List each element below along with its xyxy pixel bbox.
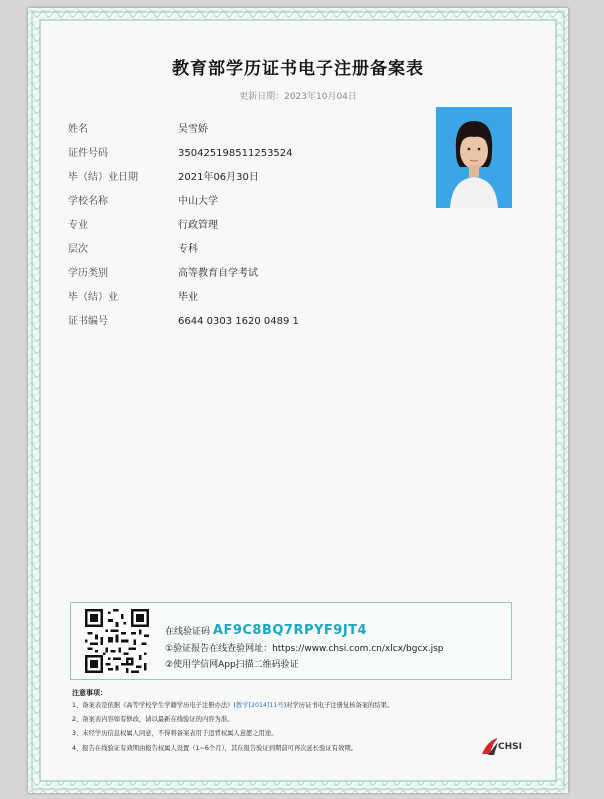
field-row-school (68, 192, 218, 207)
field-row-graduation-status (68, 288, 198, 303)
verification-code: AF9C8BQ7RPYF9JT4 (212, 623, 368, 638)
field-row-graduation-date (68, 168, 259, 183)
regulation-link[interactable]: 教学[2014]11号 (235, 702, 284, 709)
id-photo (436, 107, 512, 208)
note-1-text: 1、备案表是依据《高等学校学生学籍学历电子注册办法》( (72, 702, 236, 709)
document-title: 教育部学历证书电子注册备案表 (172, 59, 424, 79)
field-label: 姓名 (68, 124, 88, 135)
field-row-certificate-number (68, 312, 299, 327)
field-value: 吴雪娇 (178, 124, 208, 135)
field-label: 专业 (68, 220, 88, 231)
verification-url-line: ①验证报告在线查验网址：https://www.chsi.com.cn/xlcx/bgcx.jsp (165, 644, 444, 654)
field-label: 学校名称 (68, 196, 108, 207)
field-label: 毕（结）业日期 (68, 172, 138, 183)
field-label: 毕（结）业 (68, 292, 118, 303)
field-label: 层次 (68, 244, 88, 255)
document-page (28, 8, 568, 793)
verification-app-line: ②使用学信网App扫描二维码验证 (165, 660, 299, 670)
field-value: 350425198511253524 (178, 148, 293, 159)
note-1 (72, 700, 393, 709)
field-label: 证书编号 (68, 316, 108, 327)
field-value: 毕业 (178, 292, 198, 303)
field-label: 学历类别 (68, 268, 108, 279)
field-value: 中山大学 (178, 196, 218, 207)
note-3: 3、未经学历信息权属人同意，不得将备案表用于违背权属人意愿之用途。 (72, 730, 278, 737)
qr-code-icon[interactable] (85, 609, 149, 673)
field-value: 行政管理 (178, 220, 218, 231)
chsi-logo-text: CHSI (498, 742, 522, 752)
field-row-id-number (68, 144, 293, 159)
field-value: 专科 (178, 244, 198, 255)
update-date: 更新日期：2023年10月04日 (239, 92, 357, 102)
verification-code-label: 在线验证码 (165, 627, 211, 637)
field-row-major (68, 216, 218, 231)
field-value: 高等教育自学考试 (178, 268, 258, 279)
field-value: 6644 0303 1620 0489 1 (178, 316, 299, 327)
note-1-text-end: )对学历证书电子注册复核备案的结果。 (283, 702, 394, 709)
note-2: 2、备案表内容如有修改，请以最新在线验证的内容为准。 (72, 716, 234, 723)
notes-title: 注意事项： (72, 689, 107, 697)
field-label: 证件号码 (68, 148, 108, 159)
verification-code-line (165, 623, 367, 638)
field-value: 2021年06月30日 (178, 172, 259, 183)
note-4: 4、报告在线验证有效期由报告权属人设置（1~6个月），其在报告验证到期前可再次延长验证有效期。 (72, 745, 357, 752)
field-row-level (68, 240, 198, 255)
field-row-education-type (68, 264, 258, 279)
verification-panel (70, 602, 512, 680)
field-row-name (68, 120, 208, 135)
